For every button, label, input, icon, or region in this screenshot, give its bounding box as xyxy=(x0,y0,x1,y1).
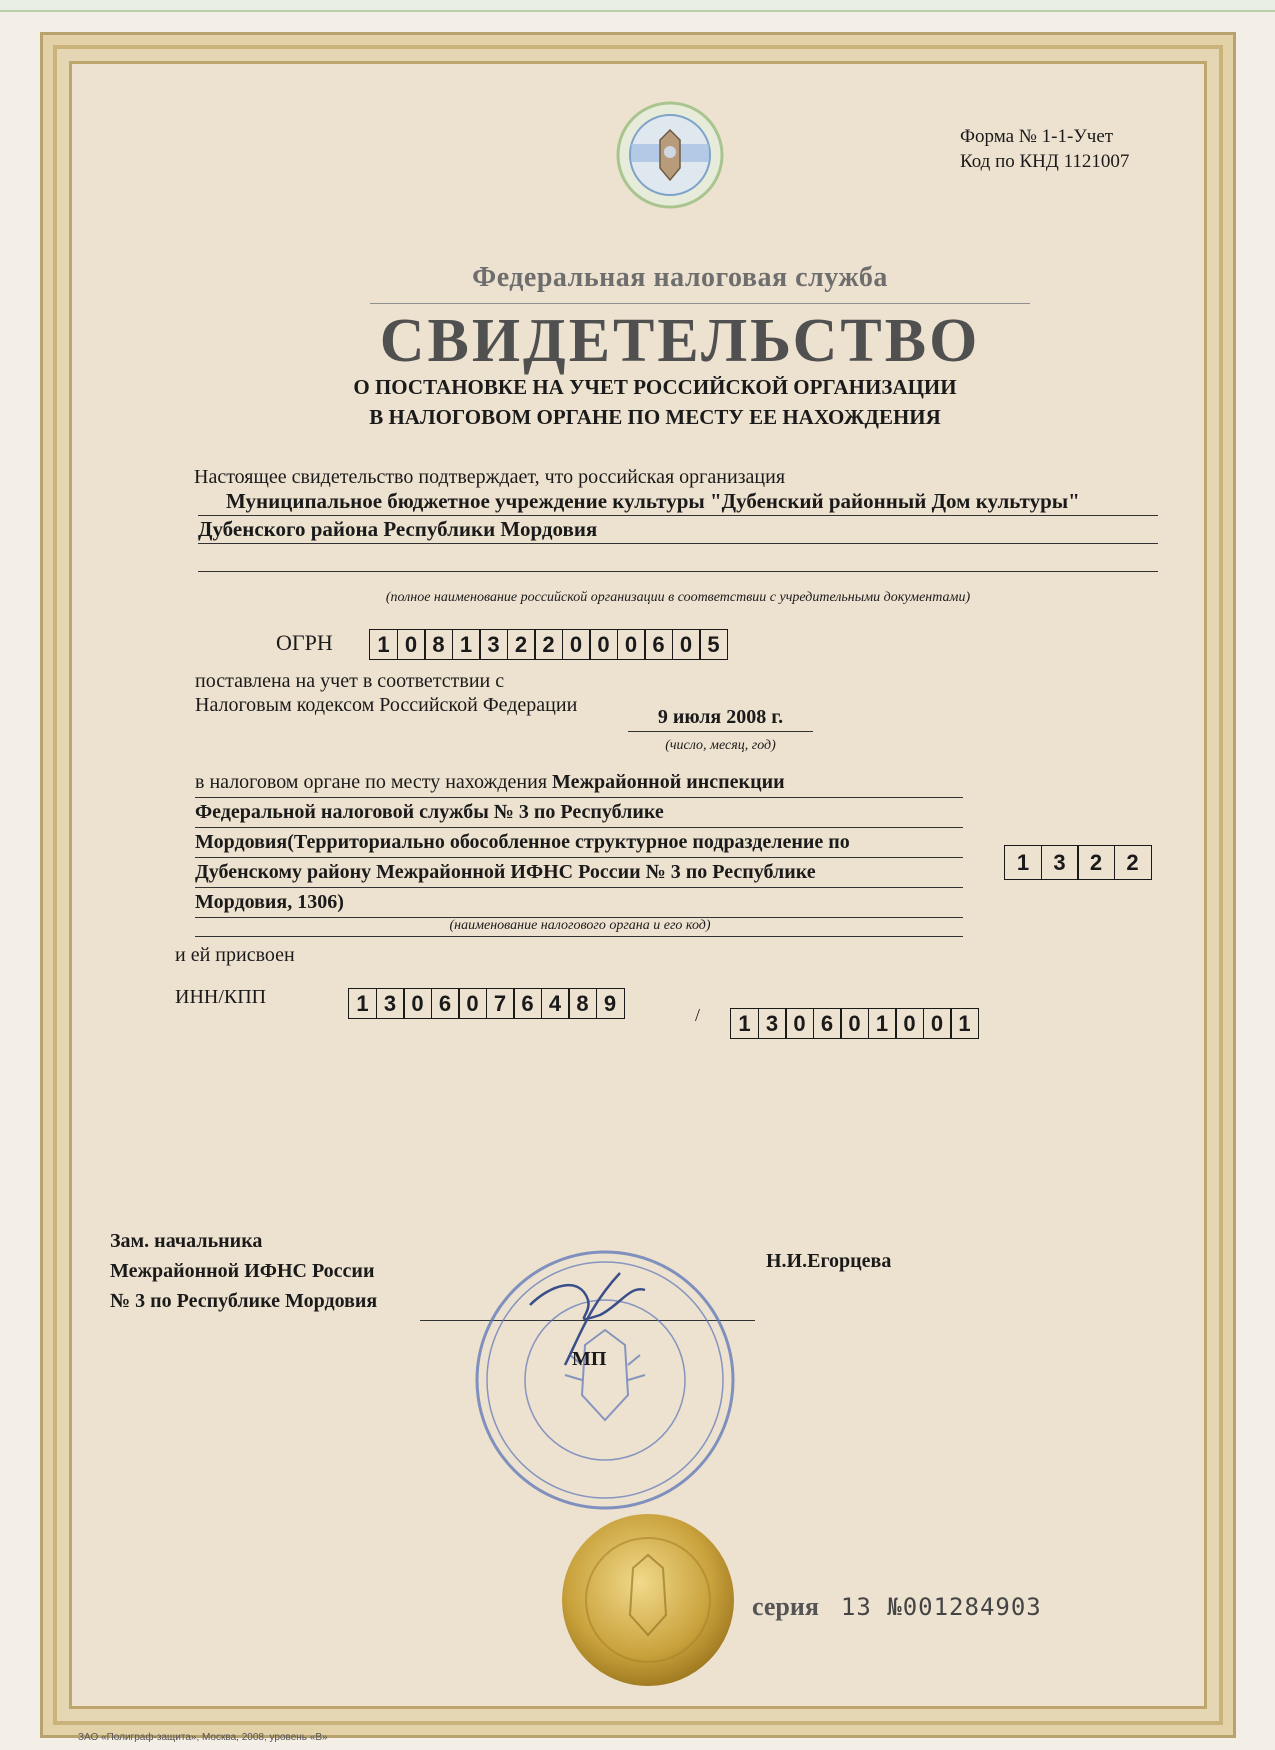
org-name-caption: (полное наименование российской организации в соответствии с учредительными документами) xyxy=(385,590,971,605)
inn-digit: 0 xyxy=(458,988,487,1019)
ogrn-digit: 2 xyxy=(534,629,563,660)
series-number xyxy=(752,1592,1042,1622)
printer-imprint: ЗАО «Полиграф-защита», Москва, 2008, уровень «В» xyxy=(78,1732,328,1743)
organization-name xyxy=(198,488,1158,572)
tax-office-code-digit: 2 xyxy=(1114,845,1152,880)
stamp-place-label: МП xyxy=(572,1348,607,1370)
tax-office-code-digit: 2 xyxy=(1077,845,1115,880)
tax-authority xyxy=(195,768,963,937)
authority-line-2: Федеральной налоговой службы № 3 по Республике xyxy=(195,801,664,823)
ogrn-digit: 0 xyxy=(617,629,646,660)
kpp-digit: 1 xyxy=(730,1008,759,1039)
authority-line-4: Дубенскому району Межрайонной ИФНС России № 3 по Республике xyxy=(195,861,816,883)
inn-digit: 6 xyxy=(431,988,460,1019)
form-info xyxy=(960,124,1129,174)
position-line-2: Межрайонной ИФНС России xyxy=(110,1260,375,1282)
signer-position xyxy=(110,1226,377,1316)
authority-row-3 xyxy=(195,828,963,858)
authority-line-5: Мордовия, 1306) xyxy=(195,891,344,913)
form-number: Форма № 1-1-Учет xyxy=(960,126,1114,147)
registered-line-1: поставлена на учет в соответствии с xyxy=(195,670,505,692)
subtitle-line-1: О ПОСТАНОВКЕ НА УЧЕТ РОССИЙСКОЙ ОРГАНИЗАЦИИ xyxy=(353,375,957,399)
ogrn-digit: 0 xyxy=(397,629,426,660)
hologram-emblem-icon xyxy=(615,100,725,210)
ogrn-digit: 8 xyxy=(424,629,453,660)
inn-digit: 1 xyxy=(348,988,377,1019)
scan-top-strip xyxy=(0,0,1275,12)
authority-row-5 xyxy=(195,888,963,918)
signer-name: Н.И.Егорцева xyxy=(766,1250,892,1272)
official-stamp-icon xyxy=(470,1245,740,1515)
ogrn-digit: 3 xyxy=(479,629,508,660)
authority-row-1 xyxy=(195,768,963,798)
ogrn-digit: 6 xyxy=(644,629,673,660)
series-value: 13 №001284903 xyxy=(840,1593,1042,1621)
tax-office-code-digit: 1 xyxy=(1004,845,1042,880)
registration-date: 9 июля 2008 г. xyxy=(628,706,813,732)
ogrn-digit: 1 xyxy=(452,629,481,660)
kpp-digit: 3 xyxy=(758,1008,787,1039)
authority-row-4 xyxy=(195,858,963,888)
authority-prefix: в налоговом органе по месту нахождения xyxy=(195,771,548,793)
ogrn-digit: 2 xyxy=(507,629,536,660)
ogrn-digit-boxes xyxy=(369,629,727,660)
registered-line-2: Налоговым кодексом Российской Федерации xyxy=(195,694,578,716)
ogrn-digit: 0 xyxy=(589,629,618,660)
knd-code: Код по КНД 1121007 xyxy=(960,151,1130,172)
org-name-line-1: Муниципальное бюджетное учреждение культуры "Дубенский районный Дом культуры" xyxy=(198,488,1158,516)
inn-digit: 9 xyxy=(596,988,625,1019)
authority-line-3: Мордовия(Территориально обособленное структурное подразделение по xyxy=(195,831,850,853)
kpp-digit: 0 xyxy=(895,1008,924,1039)
ogrn-label: ОГРН xyxy=(276,630,333,655)
certificate-subtitle xyxy=(230,372,1080,432)
date-caption: (число, месяц, год) xyxy=(665,738,776,753)
inn-digit: 8 xyxy=(568,988,597,1019)
kpp-digit: 0 xyxy=(840,1008,869,1039)
inn-digit-boxes xyxy=(348,988,623,1019)
position-line-1: Зам. начальника xyxy=(110,1230,263,1252)
assigned-label: и ей присвоен xyxy=(175,944,295,966)
kpp-digit: 1 xyxy=(950,1008,979,1039)
agency-underline xyxy=(370,303,1030,304)
inn-kpp-label: ИНН/КПП xyxy=(175,986,267,1008)
org-name-line-3 xyxy=(198,544,1158,572)
intro-text: Настоящее свидетельство подтверждает, что российская организация xyxy=(194,466,786,488)
ogrn-digit: 1 xyxy=(369,629,398,660)
inn-kpp-separator: / xyxy=(695,1005,701,1025)
kpp-digit: 0 xyxy=(785,1008,814,1039)
ogrn-digit: 5 xyxy=(699,629,728,660)
authority-line-1: Межрайонной инспекции xyxy=(552,771,785,793)
certificate-title: СВИДЕТЕЛЬСТВО xyxy=(379,307,981,375)
inn-digit: 0 xyxy=(403,988,432,1019)
inn-digit: 3 xyxy=(376,988,405,1019)
inn-digit: 7 xyxy=(486,988,515,1019)
kpp-digit: 6 xyxy=(813,1008,842,1039)
inn-digit: 4 xyxy=(541,988,570,1019)
gold-seal-icon xyxy=(558,1510,738,1690)
ogrn-digit: 0 xyxy=(562,629,591,660)
tax-office-code-digit: 3 xyxy=(1041,845,1079,880)
inn-digit: 6 xyxy=(513,988,542,1019)
series-label: серия xyxy=(752,1592,819,1621)
kpp-digit-boxes xyxy=(730,1008,978,1039)
kpp-digit: 0 xyxy=(923,1008,952,1039)
tax-office-code-boxes xyxy=(1004,845,1150,880)
authority-row-2 xyxy=(195,798,963,828)
position-line-3: № 3 по Республике Мордовия xyxy=(110,1290,378,1312)
ogrn-digit: 0 xyxy=(672,629,701,660)
agency-name: Федеральная налоговая служба xyxy=(472,262,888,293)
org-name-line-2: Дубенского района Республики Мордовия xyxy=(198,516,1158,544)
kpp-digit: 1 xyxy=(868,1008,897,1039)
subtitle-line-2: В НАЛОГОВОМ ОРГАНЕ ПО МЕСТУ ЕЕ НАХОЖДЕНИЯ xyxy=(369,405,941,429)
authority-caption: (наименование налогового органа и его код) xyxy=(449,918,711,933)
